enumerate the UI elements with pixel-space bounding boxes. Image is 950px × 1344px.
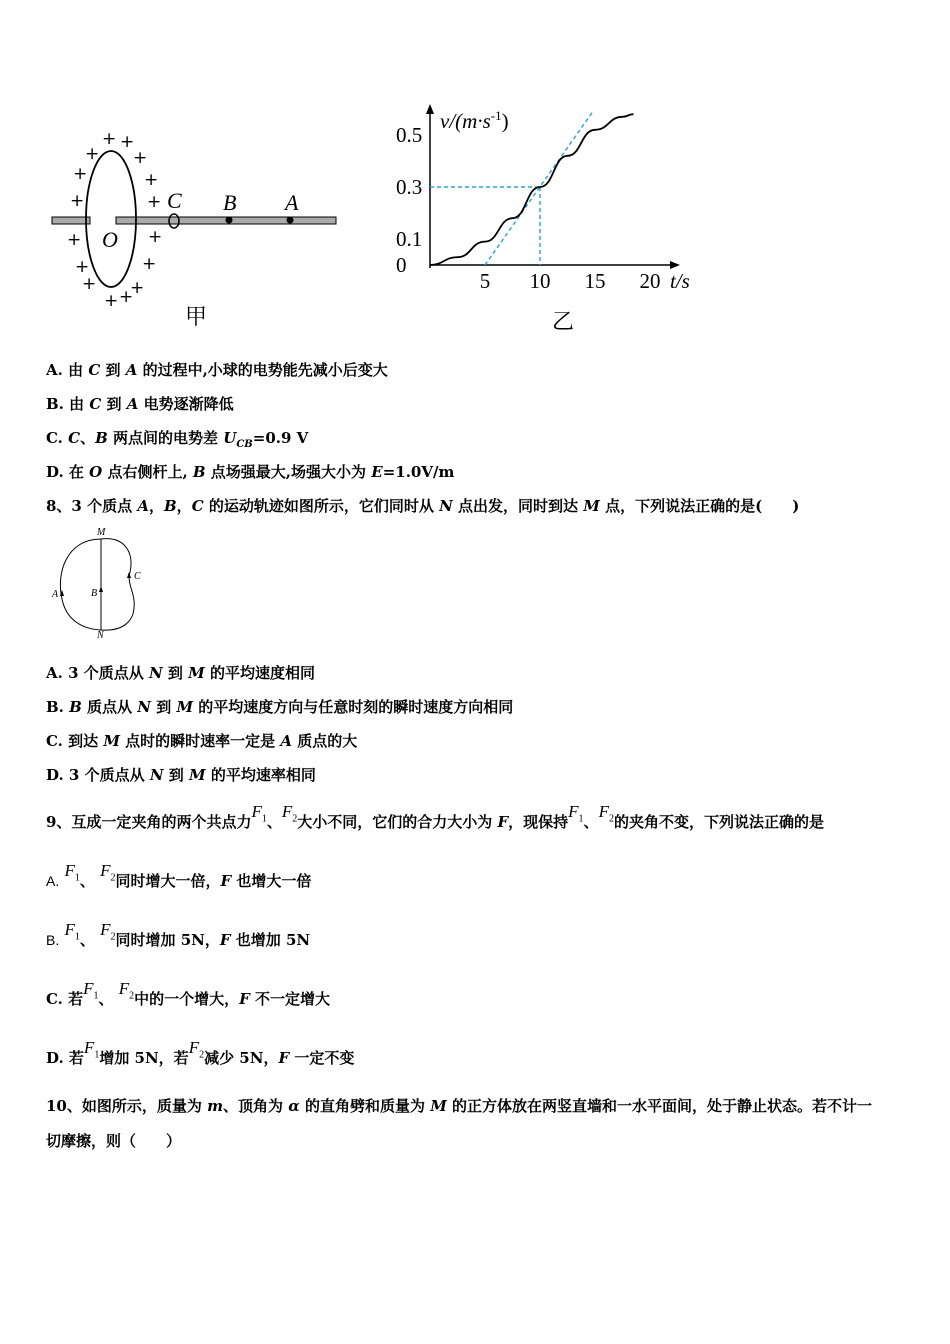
plus-sign: + xyxy=(147,192,162,212)
symbol-F1: $F_1$ xyxy=(64,920,80,943)
chart-ylabel: $v/(m\cdot s^{-1})$ xyxy=(440,108,509,133)
symbol-F1: $F_1$ xyxy=(568,802,584,825)
y-axis-arrow xyxy=(426,104,434,114)
q8-option-b: B. B 质点从 N 到 M 的平均速度方向与任意时刻的瞬时速度方向相同 xyxy=(46,698,514,716)
plus-sign: + xyxy=(70,191,85,211)
q9-option-a: A. $F_1$、 $F_2$同时增大一倍，F 也增大一倍 xyxy=(46,861,312,890)
q9-option-b: B. $F_1$、 $F_2$同时增加 5N，F 也增加 5N xyxy=(46,920,311,949)
arrow-B xyxy=(99,586,103,592)
plus-sign: + xyxy=(142,254,157,274)
label-A: A xyxy=(285,190,299,215)
plus-sign: + xyxy=(85,144,100,164)
label-B: B xyxy=(91,588,98,599)
q9-option-c: C. 若$F_1$、 $F_2$中的一个增大，F 不一定增大 xyxy=(46,979,331,1008)
symbol-F1: $F_1$ xyxy=(64,861,80,884)
q8-option-a: A. 3 个质点从 N 到 M 的平均速度相同 xyxy=(46,664,315,682)
symbol-F2: $F_2$ xyxy=(598,802,614,825)
label-O: O xyxy=(102,227,118,252)
symbol-F2: $F_2$ xyxy=(188,1038,205,1061)
path-C xyxy=(101,539,134,631)
q8-option-d: D. 3 个质点从 N 到 M 的平均速率相同 xyxy=(46,766,316,784)
x-tick-label: 15 xyxy=(584,269,606,293)
q10-stem-line1: 10、如图所示，质量为 m、顶角为 α 的直角劈和质量为 M 的正方体放在两竖直墙和一水平面间，处于静止状态。若不计一 xyxy=(46,1097,873,1115)
plus-sign: + xyxy=(133,148,148,168)
plus-sign: + xyxy=(104,291,119,311)
plus-sign: + xyxy=(75,257,90,277)
q10-stem-line2: 切摩擦，则（ ） xyxy=(46,1132,182,1150)
q9-stem: 9、互成一定夹角的两个共点力$F_1$、$F_2$大小不同，它们的合力大小为 F，现保持$F_1$、$F_2$的夹角不变，下列说法正确的是 xyxy=(46,802,824,831)
q7-option-c: C. C、B 两点间的电势差 $U_{CB}=0.9$ V xyxy=(46,429,309,450)
q7-option-b: B. 由 C 到 A 电势逐渐降低 xyxy=(46,395,234,413)
x-axis-arrow xyxy=(670,261,680,269)
q9-option-d: D. 若$F_1$增加 5N，若$F_2$减少 5N，F 一定不变 xyxy=(46,1038,355,1067)
label-M: M xyxy=(97,527,106,538)
symbol-F2: $F_2$ xyxy=(118,979,135,1002)
figure-yi-chart xyxy=(380,100,710,310)
symbol-F2: $F_2$ xyxy=(100,861,116,884)
chart-xlabel: t/s xyxy=(670,269,690,293)
plus-sign: + xyxy=(82,274,97,294)
label-C: C xyxy=(167,188,182,213)
y-tick-label: 0 xyxy=(396,253,407,277)
symbol-F1: $F_1$ xyxy=(251,802,267,825)
x-tick-label: 5 xyxy=(479,269,491,293)
velocity-curve xyxy=(430,114,634,265)
plus-sign: + xyxy=(144,170,159,190)
tangent-line xyxy=(485,112,593,265)
arrow-C xyxy=(127,572,131,578)
label-B: B xyxy=(223,190,237,215)
caption-yi: 乙 xyxy=(552,310,575,335)
y-tick-label: 0.1 xyxy=(396,227,423,251)
label-C: C xyxy=(134,571,141,582)
path-A xyxy=(60,539,101,630)
plus-sign: + xyxy=(102,129,117,149)
caption-jia: 甲 xyxy=(185,305,208,330)
symbol-F2: $F_2$ xyxy=(281,802,298,825)
figure-trajectories xyxy=(46,524,156,642)
y-tick-label: 0.5 xyxy=(396,123,423,147)
point-B xyxy=(226,217,233,224)
plus-sign: + xyxy=(119,287,134,307)
q8-stem: 8、3 个质点 A，B，C 的运动轨迹如图所示，它们同时从 N 点出发，同时到达 M 点，下列说法正确的是( ) xyxy=(46,497,800,515)
plus-sign: + xyxy=(148,227,163,247)
symbol-F1: $F_1$ xyxy=(83,1038,100,1061)
point-A xyxy=(287,217,294,224)
symbol-F1: $F_1$ xyxy=(83,979,99,1002)
symbol-F2: $F_2$ xyxy=(100,920,116,943)
plus-sign: + xyxy=(130,278,145,298)
x-tick-label: 10 xyxy=(529,269,551,293)
plus-sign: + xyxy=(120,132,135,152)
label-N: N xyxy=(97,630,104,641)
q8-option-c: C. 到达 M 点时的瞬时速率一定是 A 质点的大 xyxy=(46,732,358,750)
plus-sign: + xyxy=(73,164,88,184)
plus-sign: + xyxy=(67,230,82,250)
q7-option-a: A. 由 C 到 A 的过程中,小球的电势能先减小后变大 xyxy=(46,361,388,379)
label-A: A xyxy=(52,589,59,600)
rod-left xyxy=(52,217,90,224)
x-tick-label: 20 xyxy=(639,269,661,293)
q7-option-d: D. 在 O 点右侧杆上, B 点场强最大,场强大小为 E=1.0V/m xyxy=(46,463,455,481)
y-tick-label: 0.3 xyxy=(396,175,423,199)
